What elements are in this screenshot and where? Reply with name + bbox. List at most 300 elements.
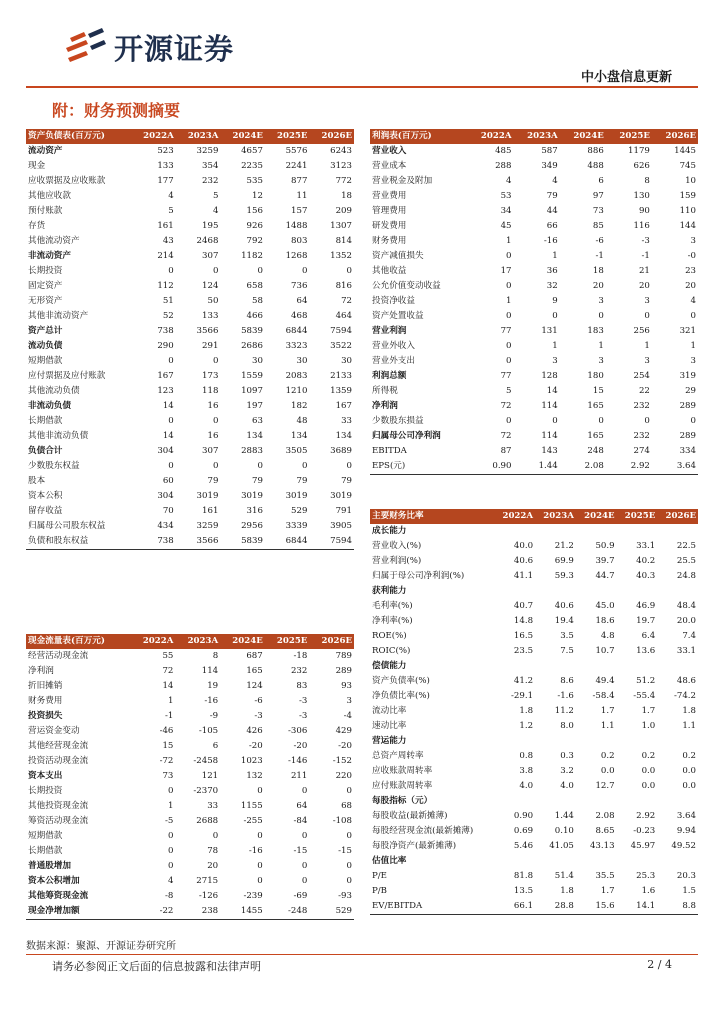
cell-value: 133 bbox=[157, 161, 174, 171]
cell-value: -239 bbox=[243, 891, 263, 901]
cell-value: 816 bbox=[335, 281, 352, 291]
cell-value bbox=[657, 584, 698, 599]
cell-value: 133 bbox=[202, 311, 219, 321]
cell-value: -9 bbox=[209, 711, 219, 721]
cell-value bbox=[657, 659, 698, 674]
cell-value: 535 bbox=[246, 176, 263, 186]
cell-value: 33.1 bbox=[676, 646, 696, 656]
cell-value: 485 bbox=[495, 146, 512, 156]
cell-value: 10 bbox=[685, 176, 696, 186]
cell-value bbox=[657, 524, 698, 539]
row-label: 其他投资现金流 bbox=[28, 801, 89, 811]
column-header: 2025E bbox=[606, 129, 652, 144]
cell-value: 87 bbox=[500, 446, 512, 456]
cell-value: 3.8 bbox=[519, 766, 534, 776]
cell-value: 0 bbox=[168, 266, 174, 276]
cell-value: 40.6 bbox=[554, 601, 574, 611]
cell-value: 19.7 bbox=[636, 616, 656, 626]
cell-value: 0 bbox=[346, 266, 352, 276]
cell-value: 10.7 bbox=[595, 646, 615, 656]
cell-value: 7.4 bbox=[682, 631, 696, 641]
cell-value: 41.2 bbox=[513, 676, 534, 686]
table-row bbox=[370, 854, 698, 869]
cell-value: 3566 bbox=[196, 326, 219, 336]
cell-value: -6 bbox=[254, 696, 263, 706]
table-row bbox=[370, 204, 698, 219]
row-label: 归属母公司股东权益 bbox=[28, 521, 106, 531]
cell-value: 64 bbox=[296, 801, 308, 811]
row-label: 营业外支出 bbox=[372, 356, 415, 366]
cell-value: 0 bbox=[167, 786, 174, 796]
table-row bbox=[370, 884, 698, 899]
cell-value: 3 bbox=[552, 356, 558, 366]
cell-value: 0.0 bbox=[682, 766, 696, 776]
table-row bbox=[370, 674, 698, 689]
cell-value: 321 bbox=[679, 326, 696, 336]
cell-value: 0 bbox=[257, 876, 263, 886]
cell-value: 529 bbox=[291, 506, 308, 516]
row-label: 经营活动现金流 bbox=[28, 651, 89, 661]
table-row bbox=[370, 644, 698, 659]
cell-value: 6844 bbox=[285, 326, 308, 336]
section-title: 附：财务预测摘要 bbox=[52, 101, 181, 120]
cell-value: 20 bbox=[638, 281, 650, 291]
cell-value: 1.2 bbox=[519, 721, 534, 731]
cell-value: 529 bbox=[309, 904, 354, 920]
cell-value: 745 bbox=[679, 161, 696, 171]
table-header-row bbox=[370, 129, 698, 144]
row-label: 存货 bbox=[28, 221, 46, 231]
row-label: 营业外收入 bbox=[372, 341, 415, 351]
cell-value: 307 bbox=[202, 251, 219, 261]
cell-value: 1 bbox=[644, 341, 650, 351]
cell-value: 926 bbox=[246, 221, 263, 231]
cell-value: 0 bbox=[212, 266, 219, 276]
cell-value: 167 bbox=[335, 401, 352, 411]
cell-value: 1 bbox=[167, 696, 174, 706]
cell-value: 49.52 bbox=[671, 841, 696, 851]
cell-value: 50 bbox=[207, 296, 219, 306]
cell-value: 143 bbox=[541, 446, 558, 456]
cell-value: 1 bbox=[167, 801, 174, 811]
cell-value bbox=[494, 659, 535, 674]
cell-value: 1455 bbox=[220, 904, 265, 920]
table-title: 主要财务比率 bbox=[370, 509, 494, 524]
cell-value: -58.4 bbox=[592, 691, 615, 701]
cell-value: 7594 bbox=[330, 326, 352, 336]
cell-value: 2.08 bbox=[595, 811, 615, 821]
row-label: 长期投资 bbox=[28, 266, 63, 276]
row-label: 投资损失 bbox=[28, 711, 63, 721]
cell-value: -5 bbox=[165, 816, 174, 826]
cell-value: 214 bbox=[157, 251, 174, 261]
cell-value bbox=[494, 584, 535, 599]
table-row bbox=[26, 844, 354, 859]
row-label: 所得税 bbox=[372, 386, 398, 396]
table-header-row bbox=[370, 509, 698, 524]
cell-value: 2.92 bbox=[636, 811, 656, 821]
cell-value: 792 bbox=[246, 236, 263, 246]
cell-value: -15 bbox=[293, 846, 308, 856]
cell-value: 24.8 bbox=[676, 571, 696, 581]
cell-value: 3323 bbox=[285, 341, 308, 351]
table-row bbox=[26, 709, 354, 724]
cell-value bbox=[576, 524, 617, 539]
row-label: 净利率(%) bbox=[372, 616, 413, 626]
cell-value: 79 bbox=[341, 476, 352, 486]
cell-value: 0 bbox=[506, 311, 512, 321]
cell-value bbox=[494, 854, 535, 869]
cell-value: 3123 bbox=[330, 161, 352, 171]
cell-value: 6.4 bbox=[641, 631, 656, 641]
cell-value: 316 bbox=[246, 506, 263, 516]
table-row bbox=[370, 234, 698, 249]
column-header: 2024E bbox=[576, 509, 617, 524]
cell-value: 3522 bbox=[330, 341, 352, 351]
cell-value: -3 bbox=[254, 711, 263, 721]
cell-value: -15 bbox=[338, 846, 352, 856]
cell-value: 0 bbox=[346, 861, 352, 871]
cell-value: 25.5 bbox=[676, 556, 696, 566]
table-row bbox=[26, 174, 354, 189]
cell-value: -74.2 bbox=[673, 691, 696, 701]
cell-value: 0.2 bbox=[641, 751, 656, 761]
cell-value: 0 bbox=[168, 356, 174, 366]
cell-value: 128 bbox=[541, 371, 558, 381]
table-row bbox=[26, 534, 354, 550]
cell-value: 72 bbox=[162, 666, 174, 676]
cell-value: 3.2 bbox=[560, 766, 574, 776]
cell-value: 173 bbox=[202, 371, 219, 381]
disclaimer: 请务必参阅正文后面的信息披露和法律声明 bbox=[52, 960, 261, 973]
cell-value: 1.0 bbox=[641, 721, 656, 731]
cell-value: 0 bbox=[257, 266, 263, 276]
row-label: 资本公积增加 bbox=[28, 876, 80, 886]
row-label: 其他收益 bbox=[372, 266, 407, 276]
table-row bbox=[370, 524, 698, 539]
cell-value: 20 bbox=[207, 861, 219, 871]
table-row bbox=[26, 339, 354, 354]
cell-value: 0 bbox=[552, 416, 558, 426]
cell-value: 36 bbox=[546, 266, 558, 276]
cell-value: 3019 bbox=[196, 491, 219, 501]
cell-value: 238 bbox=[175, 904, 220, 920]
cell-value: 2468 bbox=[196, 236, 219, 246]
cell-value: 20.3 bbox=[676, 871, 696, 881]
cell-value: 2083 bbox=[285, 371, 308, 381]
cell-value: 0 bbox=[168, 461, 174, 471]
table-row bbox=[370, 189, 698, 204]
cell-value: 488 bbox=[587, 161, 604, 171]
cell-value: 45 bbox=[500, 221, 512, 231]
cell-value: 0 bbox=[257, 786, 263, 796]
cell-value: 772 bbox=[335, 176, 352, 186]
cell-value bbox=[494, 794, 535, 809]
cell-value: 886 bbox=[587, 146, 604, 156]
cell-value: 50.9 bbox=[595, 541, 615, 551]
cell-value: 161 bbox=[202, 506, 219, 516]
cell-value: 180 bbox=[587, 371, 604, 381]
cell-value: 307 bbox=[202, 446, 219, 456]
row-label: 非流动资产 bbox=[28, 251, 71, 261]
table-row bbox=[370, 429, 698, 444]
cell-value: 3259 bbox=[196, 146, 219, 156]
cell-value: 73 bbox=[592, 206, 604, 216]
cell-value: 2715 bbox=[196, 876, 219, 886]
cell-value: 291 bbox=[202, 341, 219, 351]
cell-value: 156 bbox=[246, 206, 263, 216]
row-label: 每股净资产(最新摊薄) bbox=[372, 841, 457, 851]
cell-value: 30 bbox=[341, 356, 352, 366]
cell-value: -3 bbox=[298, 711, 308, 721]
cell-value: -29.1 bbox=[511, 691, 534, 701]
cell-value: 72 bbox=[500, 431, 512, 441]
cell-value: 14 bbox=[162, 401, 174, 411]
cell-value: 0.90 bbox=[513, 811, 534, 821]
cell-value: 1268 bbox=[285, 251, 308, 261]
cell-value: 0.69 bbox=[513, 826, 534, 836]
column-header: 2025E bbox=[265, 634, 310, 649]
table-row bbox=[26, 679, 354, 694]
cell-value: 5 bbox=[168, 206, 174, 216]
cell-value: 1559 bbox=[241, 371, 263, 381]
table-row bbox=[26, 354, 354, 369]
cell-value: 14.8 bbox=[513, 616, 534, 626]
cell-value bbox=[617, 854, 658, 869]
table-row bbox=[370, 809, 698, 824]
cell-value: -84 bbox=[293, 816, 308, 826]
table-row bbox=[370, 354, 698, 369]
cell-value: 182 bbox=[291, 401, 308, 411]
cell-value: 78 bbox=[207, 846, 219, 856]
cell-value: 289 bbox=[679, 401, 696, 411]
cell-value: -72 bbox=[159, 756, 174, 766]
cell-value: 19 bbox=[207, 681, 219, 691]
cell-value: 0 bbox=[346, 876, 352, 886]
cell-value: 3019 bbox=[241, 491, 263, 501]
column-header: 2022A bbox=[131, 129, 176, 144]
page-number: 2 / 4 bbox=[647, 958, 672, 971]
table-row bbox=[370, 369, 698, 384]
cell-value: 16 bbox=[207, 431, 219, 441]
cell-value: 6 bbox=[212, 741, 219, 751]
cell-value: -0 bbox=[687, 251, 696, 261]
column-header: 2025E bbox=[265, 129, 310, 144]
row-label: 资产总计 bbox=[28, 326, 63, 336]
cell-value: 1307 bbox=[330, 221, 352, 231]
cell-value: 8.8 bbox=[657, 899, 698, 915]
cell-value: -20 bbox=[338, 741, 352, 751]
row-label: 投资活动现金流 bbox=[28, 756, 89, 766]
cell-value: 1.7 bbox=[641, 706, 656, 716]
cell-value: 123 bbox=[157, 386, 174, 396]
cell-value: 274 bbox=[633, 446, 650, 456]
cell-value: 736 bbox=[291, 281, 308, 291]
cell-value: 289 bbox=[335, 666, 352, 676]
row-label: 公允价值变动收益 bbox=[372, 281, 441, 291]
table-row bbox=[26, 279, 354, 294]
cell-value: 738 bbox=[131, 534, 176, 550]
cell-value: -20 bbox=[248, 741, 263, 751]
cell-value: 34 bbox=[500, 206, 512, 216]
cell-value: 97 bbox=[592, 191, 604, 201]
table-row bbox=[26, 904, 354, 920]
cell-value: 9 bbox=[552, 296, 558, 306]
row-label: 资产负债率(%) bbox=[372, 676, 430, 686]
row-label: 其他经营现金流 bbox=[28, 741, 89, 751]
cell-value: 1 bbox=[506, 236, 512, 246]
table-header-row bbox=[26, 634, 354, 649]
cell-value: 1359 bbox=[330, 386, 352, 396]
table-header-row bbox=[26, 129, 354, 144]
cell-value: 66 bbox=[546, 221, 558, 231]
cell-value: 738 bbox=[157, 326, 174, 336]
cash-flow-table bbox=[26, 634, 354, 920]
row-label: 资本支出 bbox=[28, 771, 63, 781]
cell-value: 2686 bbox=[241, 341, 263, 351]
financial-ratios-table bbox=[370, 509, 698, 915]
cell-value: 64 bbox=[296, 296, 308, 306]
cell-value: 23 bbox=[685, 266, 696, 276]
cell-value: 5.46 bbox=[513, 841, 534, 851]
row-label: 其他应收款 bbox=[28, 191, 71, 201]
cell-value: 9.94 bbox=[676, 826, 696, 836]
table-row bbox=[370, 414, 698, 429]
cell-value: 304 bbox=[157, 491, 174, 501]
cell-value: 0 bbox=[644, 311, 650, 321]
cell-value: 0 bbox=[257, 461, 263, 471]
cell-value bbox=[494, 734, 535, 749]
cell-value: 3.64 bbox=[676, 811, 696, 821]
cell-value: 13.6 bbox=[636, 646, 656, 656]
bottom-divider bbox=[26, 954, 698, 955]
cell-value: -108 bbox=[332, 816, 352, 826]
table-row bbox=[370, 689, 698, 704]
cell-value: 5576 bbox=[285, 146, 308, 156]
table-row bbox=[370, 599, 698, 614]
row-label: 成长能力 bbox=[372, 526, 407, 536]
cell-value bbox=[617, 734, 658, 749]
cell-value: 0 bbox=[301, 831, 308, 841]
cell-value: 118 bbox=[202, 386, 219, 396]
table-row bbox=[26, 429, 354, 444]
cell-value: 0 bbox=[506, 341, 512, 351]
cell-value: 44 bbox=[546, 206, 558, 216]
cell-value: 19.4 bbox=[554, 616, 574, 626]
table-row bbox=[26, 459, 354, 474]
cell-value: 1097 bbox=[241, 386, 263, 396]
cell-value: 304 bbox=[157, 446, 174, 456]
report-tag: 中小盘信息更新 bbox=[580, 70, 672, 85]
row-label: 短期借款 bbox=[28, 831, 63, 841]
cell-value bbox=[576, 794, 617, 809]
table-row bbox=[26, 739, 354, 754]
cell-value: 5 bbox=[506, 386, 512, 396]
cell-value: 2.92 bbox=[606, 459, 652, 475]
cell-value: -0.23 bbox=[633, 826, 656, 836]
cell-value: 72 bbox=[341, 296, 352, 306]
table-row bbox=[26, 324, 354, 339]
cell-value: 468 bbox=[291, 311, 308, 321]
row-label: 营业收入(%) bbox=[372, 541, 422, 551]
column-header: 2026E bbox=[309, 129, 354, 144]
cell-value: 1.1 bbox=[600, 721, 615, 731]
cell-value: 232 bbox=[633, 401, 650, 411]
row-label: 应付票据及应付账款 bbox=[28, 371, 106, 381]
data-source-note: 数据来源：聚源、开源证券研究所 bbox=[26, 941, 176, 952]
row-label: 利润总额 bbox=[372, 371, 407, 381]
cell-value: 4657 bbox=[241, 146, 263, 156]
cell-value: 66.1 bbox=[494, 899, 535, 915]
cell-value: 8 bbox=[644, 176, 650, 186]
cell-value: 77 bbox=[500, 371, 512, 381]
cell-value: 0 bbox=[346, 831, 352, 841]
cell-value: 14 bbox=[162, 681, 174, 691]
table-row bbox=[370, 629, 698, 644]
cell-value: 0.3 bbox=[560, 751, 574, 761]
balance-sheet-table bbox=[26, 129, 354, 550]
row-label: 流动比率 bbox=[372, 706, 407, 716]
cell-value: 51.2 bbox=[636, 676, 656, 686]
table-row bbox=[370, 824, 698, 839]
table-row bbox=[26, 784, 354, 799]
row-label: 速动比率 bbox=[372, 721, 407, 731]
cell-value: 0 bbox=[301, 786, 308, 796]
cell-value: -3 bbox=[298, 696, 308, 706]
cell-value: 30 bbox=[296, 356, 308, 366]
cell-value: 3.5 bbox=[560, 631, 574, 641]
row-label: 流动负债 bbox=[28, 341, 63, 351]
cell-value: -2370 bbox=[193, 786, 219, 796]
row-label: 总资产周转率 bbox=[372, 751, 424, 761]
cell-value: 124 bbox=[246, 681, 263, 691]
cell-value: 23.5 bbox=[513, 646, 534, 656]
cell-value: 165 bbox=[587, 401, 604, 411]
column-header: 2023A bbox=[176, 129, 221, 144]
cell-value: 45.0 bbox=[595, 601, 615, 611]
cell-value: 90 bbox=[638, 206, 650, 216]
cell-value: 289 bbox=[679, 431, 696, 441]
cell-value: 0.10 bbox=[554, 826, 574, 836]
table-row bbox=[370, 779, 698, 794]
cell-value: -255 bbox=[243, 816, 263, 826]
cell-value: 5839 bbox=[241, 326, 263, 336]
cell-value: 464 bbox=[335, 311, 352, 321]
row-label: 其他筹资现金流 bbox=[28, 891, 89, 901]
logo bbox=[62, 26, 234, 68]
row-label: 其他非流动负债 bbox=[28, 431, 89, 441]
cell-value: 165 bbox=[587, 431, 604, 441]
table-row bbox=[26, 294, 354, 309]
table-row bbox=[370, 554, 698, 569]
row-label: 应收票据及应收账款 bbox=[28, 176, 106, 186]
cell-value bbox=[576, 659, 617, 674]
cell-value: 15.6 bbox=[576, 899, 617, 915]
cell-value: 2133 bbox=[330, 371, 352, 381]
row-label: 资本公积 bbox=[28, 491, 63, 501]
cell-value: 8 bbox=[212, 651, 219, 661]
cell-value: 6844 bbox=[265, 534, 310, 550]
cell-value bbox=[657, 794, 698, 809]
cell-value: 354 bbox=[202, 161, 219, 171]
cell-value: 69.9 bbox=[554, 556, 574, 566]
row-label: 固定资产 bbox=[28, 281, 63, 291]
row-label: 估值比率 bbox=[372, 856, 407, 866]
table-row bbox=[370, 294, 698, 309]
row-label: 普通股增加 bbox=[28, 861, 71, 871]
cell-value: 0.0 bbox=[641, 781, 656, 791]
cell-value: 0 bbox=[690, 416, 696, 426]
